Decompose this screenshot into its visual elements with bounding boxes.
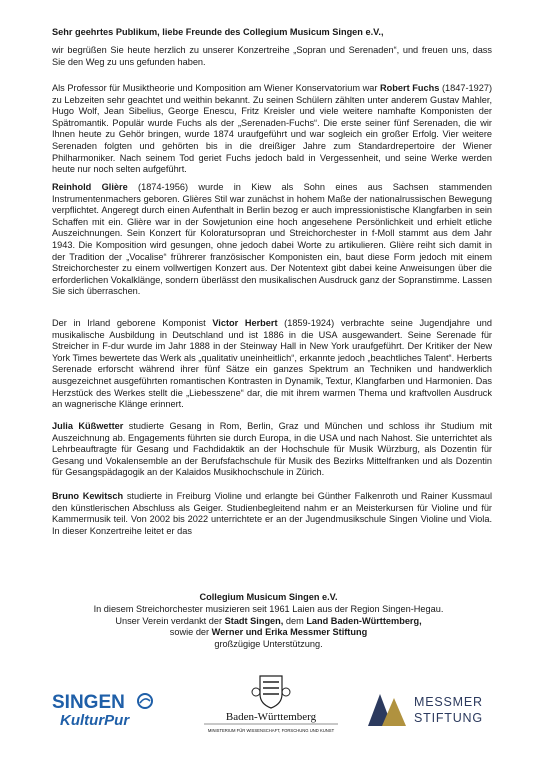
footer-line-3-pre: sowie der bbox=[169, 627, 212, 638]
herbert-name: Victor Herbert bbox=[212, 318, 278, 328]
herbert-text: (1859-1924) verbrachte seine Jugendjahre und musikalische Ausbildung in Deutschland und ist 1886 in die USA ausgewandert. Seine Serenade für Streicher in F-dur wurde im Jahr 1888 in der Steinway Hall in New York uraufgeführt. Der Kritiker der New York Times bewertete das Werk als „qualitativ uneinheitlich“, erkannte jedoch „beachtliches Talent“. Herberts Serenade erforscht während ihrer fünf Sätze ein ganzes Spektrum an Techniken und handwerklich ausgezeichnet ausgeführten romantischen Kontrasten in Dynamik, Textur, Klangfarben und Harmonien. Das Herzstück des Werkes stellt die „Liebesszene“ dar, die mit ihrem warmen Thema und kraftvollen Ausdruck an wagnerische Klänge erinnert. bbox=[52, 318, 492, 410]
footer-line-1: In diesem Streichorchester musizieren seit 1961 Laien aus der Region Singen-Hegau. bbox=[93, 603, 444, 614]
messmer-logo-line2: STIFTUNG bbox=[414, 711, 483, 725]
coat-of-arms-icon bbox=[252, 676, 290, 708]
footer-line-2-pre: Unser Verein verdankt der bbox=[115, 615, 225, 626]
fuchs-name: Robert Fuchs bbox=[380, 83, 440, 93]
julia-paragraph bbox=[52, 421, 492, 479]
fuchs-text: (1847-1927) zu Lebzeiten sehr geachtet und weithin bekannt. Zu seinen Schülern zählten unter anderem Gustav Mahler, Hugo Wolf, Jean Sibelius, George Enescu, Fritz Kreisler und viele weitere namhafte Komponisten der Spätromantik. Populär wurde Fuchs als der „Serenaden-Fuchs“. Die erste seiner fünf Serenaden, die wir Ihnen heute zu Gehör bringen, wurde 1874 uraufgeführt und war sogleich ein großer Erfolg. Vier weitere Serenaden folgten und gehörten bis in die dreißiger Jahre zum Standardrepertoire der Wiener Philharmoniker. Nach seinem Tod geriet Fuchs jedoch bald in Vergessenheit, und seine Werke werden heute nur noch selten aufgeführt. bbox=[52, 83, 493, 175]
footer-title: Collegium Musicum Singen e.V. bbox=[199, 592, 338, 602]
bw-logo-name: Baden-Württemberg bbox=[225, 711, 317, 723]
baden-wuerttemberg-logo bbox=[196, 674, 346, 736]
singen-logo-swirl bbox=[140, 699, 150, 703]
bruno-text: studierte in Freiburg Violine und erlangte bei Günther Falkenroth und Rainer Kussmaul den künstlerischen Abschluss als Geiger. Studienbegleitend nahm er an Meisterkursen für Violine und für Kammermusik teil. Von 2002 bis 2022 unterrichtete er an der Jugendmusikschule Singen Violine und Viola. In dieser Konzertreihe leitet er das bbox=[52, 491, 492, 536]
fuchs-paragraph bbox=[52, 83, 492, 176]
logo-row bbox=[0, 672, 537, 742]
bruno-paragraph bbox=[52, 491, 492, 537]
singen-kulturpur-logo bbox=[52, 690, 162, 730]
herbert-text-pre: Der in Irland geborene Komponist bbox=[52, 318, 213, 328]
messmer-mountain-icon bbox=[368, 694, 406, 726]
bw-logo-subtitle: MINISTERIUM FÜR WISSENSCHAFT, FORSCHUNG UND KUNST bbox=[207, 728, 335, 733]
intro-paragraph bbox=[52, 45, 492, 68]
bruno-name: Bruno Kewitsch bbox=[52, 491, 124, 501]
footer-sponsor-state: Land Baden-Württemberg, bbox=[306, 615, 422, 626]
footer-line-2 bbox=[0, 616, 537, 628]
messmer-stiftung-logo bbox=[368, 688, 498, 728]
fuchs-text-pre: Als Professor für Musiktheorie und Komposition am Wiener Konservatorium war bbox=[52, 83, 381, 93]
messmer-logo-line1: MESSMER bbox=[414, 695, 483, 709]
gliere-paragraph bbox=[52, 182, 492, 298]
singen-logo-line1: SINGEN bbox=[52, 692, 125, 713]
intro-text: wir begrüßen Sie heute herzlich zu unserer Konzertreihe „Sopran und Serenaden“, und freuen uns, dass Sie den Weg zu uns gefunden haben. bbox=[52, 45, 492, 67]
greeting-heading: Sehr geehrtes Publikum, liebe Freunde des Collegium Musicum Singen e.V., bbox=[52, 27, 384, 37]
sponsor-footer bbox=[0, 592, 537, 651]
footer-sponsor-foundation: Werner und Erika Messmer Stiftung bbox=[211, 627, 368, 638]
footer-sponsor-city: Stadt Singen, bbox=[224, 615, 284, 626]
julia-name: Julia Küßwetter bbox=[52, 421, 124, 431]
julia-text: studierte Gesang in Rom, Berlin, Graz und München und schloss ihr Studium mit Auszeichnung ab. Engagements führten sie durch Europa, in die USA und nach Nahost. Sie unterrichtet als Lehrbeauftragte für Gesang und Fachdidaktik an der Hochschule für Musik Würzburg, als Dozentin für Gesang und Vokalensemble an der Berufsfachschule für Musik des Bezirks Mittelfranken und als Dozentin für Gesangspädagogik an der Kalaidos Musikhochschule in Zürich. bbox=[52, 421, 492, 478]
footer-line-3 bbox=[0, 627, 537, 639]
herbert-paragraph bbox=[52, 318, 492, 411]
gliere-name: Reinhold Glière bbox=[52, 182, 128, 192]
singen-logo-line2: KulturPur bbox=[60, 712, 130, 729]
gliere-text: (1874-1956) wurde in Kiew als Sohn eines aus Sachsen stammenden Instrumentenmachers geboren. Glières Stil war zunächst in hohem Maße der nationalrussischen Bewegung verpflichtet. Angeregt durch einen Aufenthalt in Berlin bezog er auch impressionistische Klangfarben in sein Schaffen mit ein. Glière war in der Sowjetunion eine hoch angesehene Persönlichkeit und erhielt etliche Auszeichnungen. Sein Konzert für Koloratursopran und Streichorchester in f-Moll stammt aus dem Jahr 1943. Die Komposition wird gesungen, ohne jedoch dabei Worte zu artikulieren. Glière reiht sich damit in der Tradition der „Vocalise“ frührerer französischer Komponisten ein, baut diese Form jedoch mit einem Streichorchester zu einem vollwertigen Konzert aus. Der Notentext gibt dabei keine Anweisungen über die erforderlichen Vokalklänge, sondern überlässt den musikalischen Ausdruck ganz der Sopranstimme. Lassen Sie sich überraschen. bbox=[52, 182, 492, 297]
footer-line-2-mid: dem bbox=[283, 615, 307, 626]
footer-line-4: großzügige Unterstützung. bbox=[214, 639, 323, 650]
